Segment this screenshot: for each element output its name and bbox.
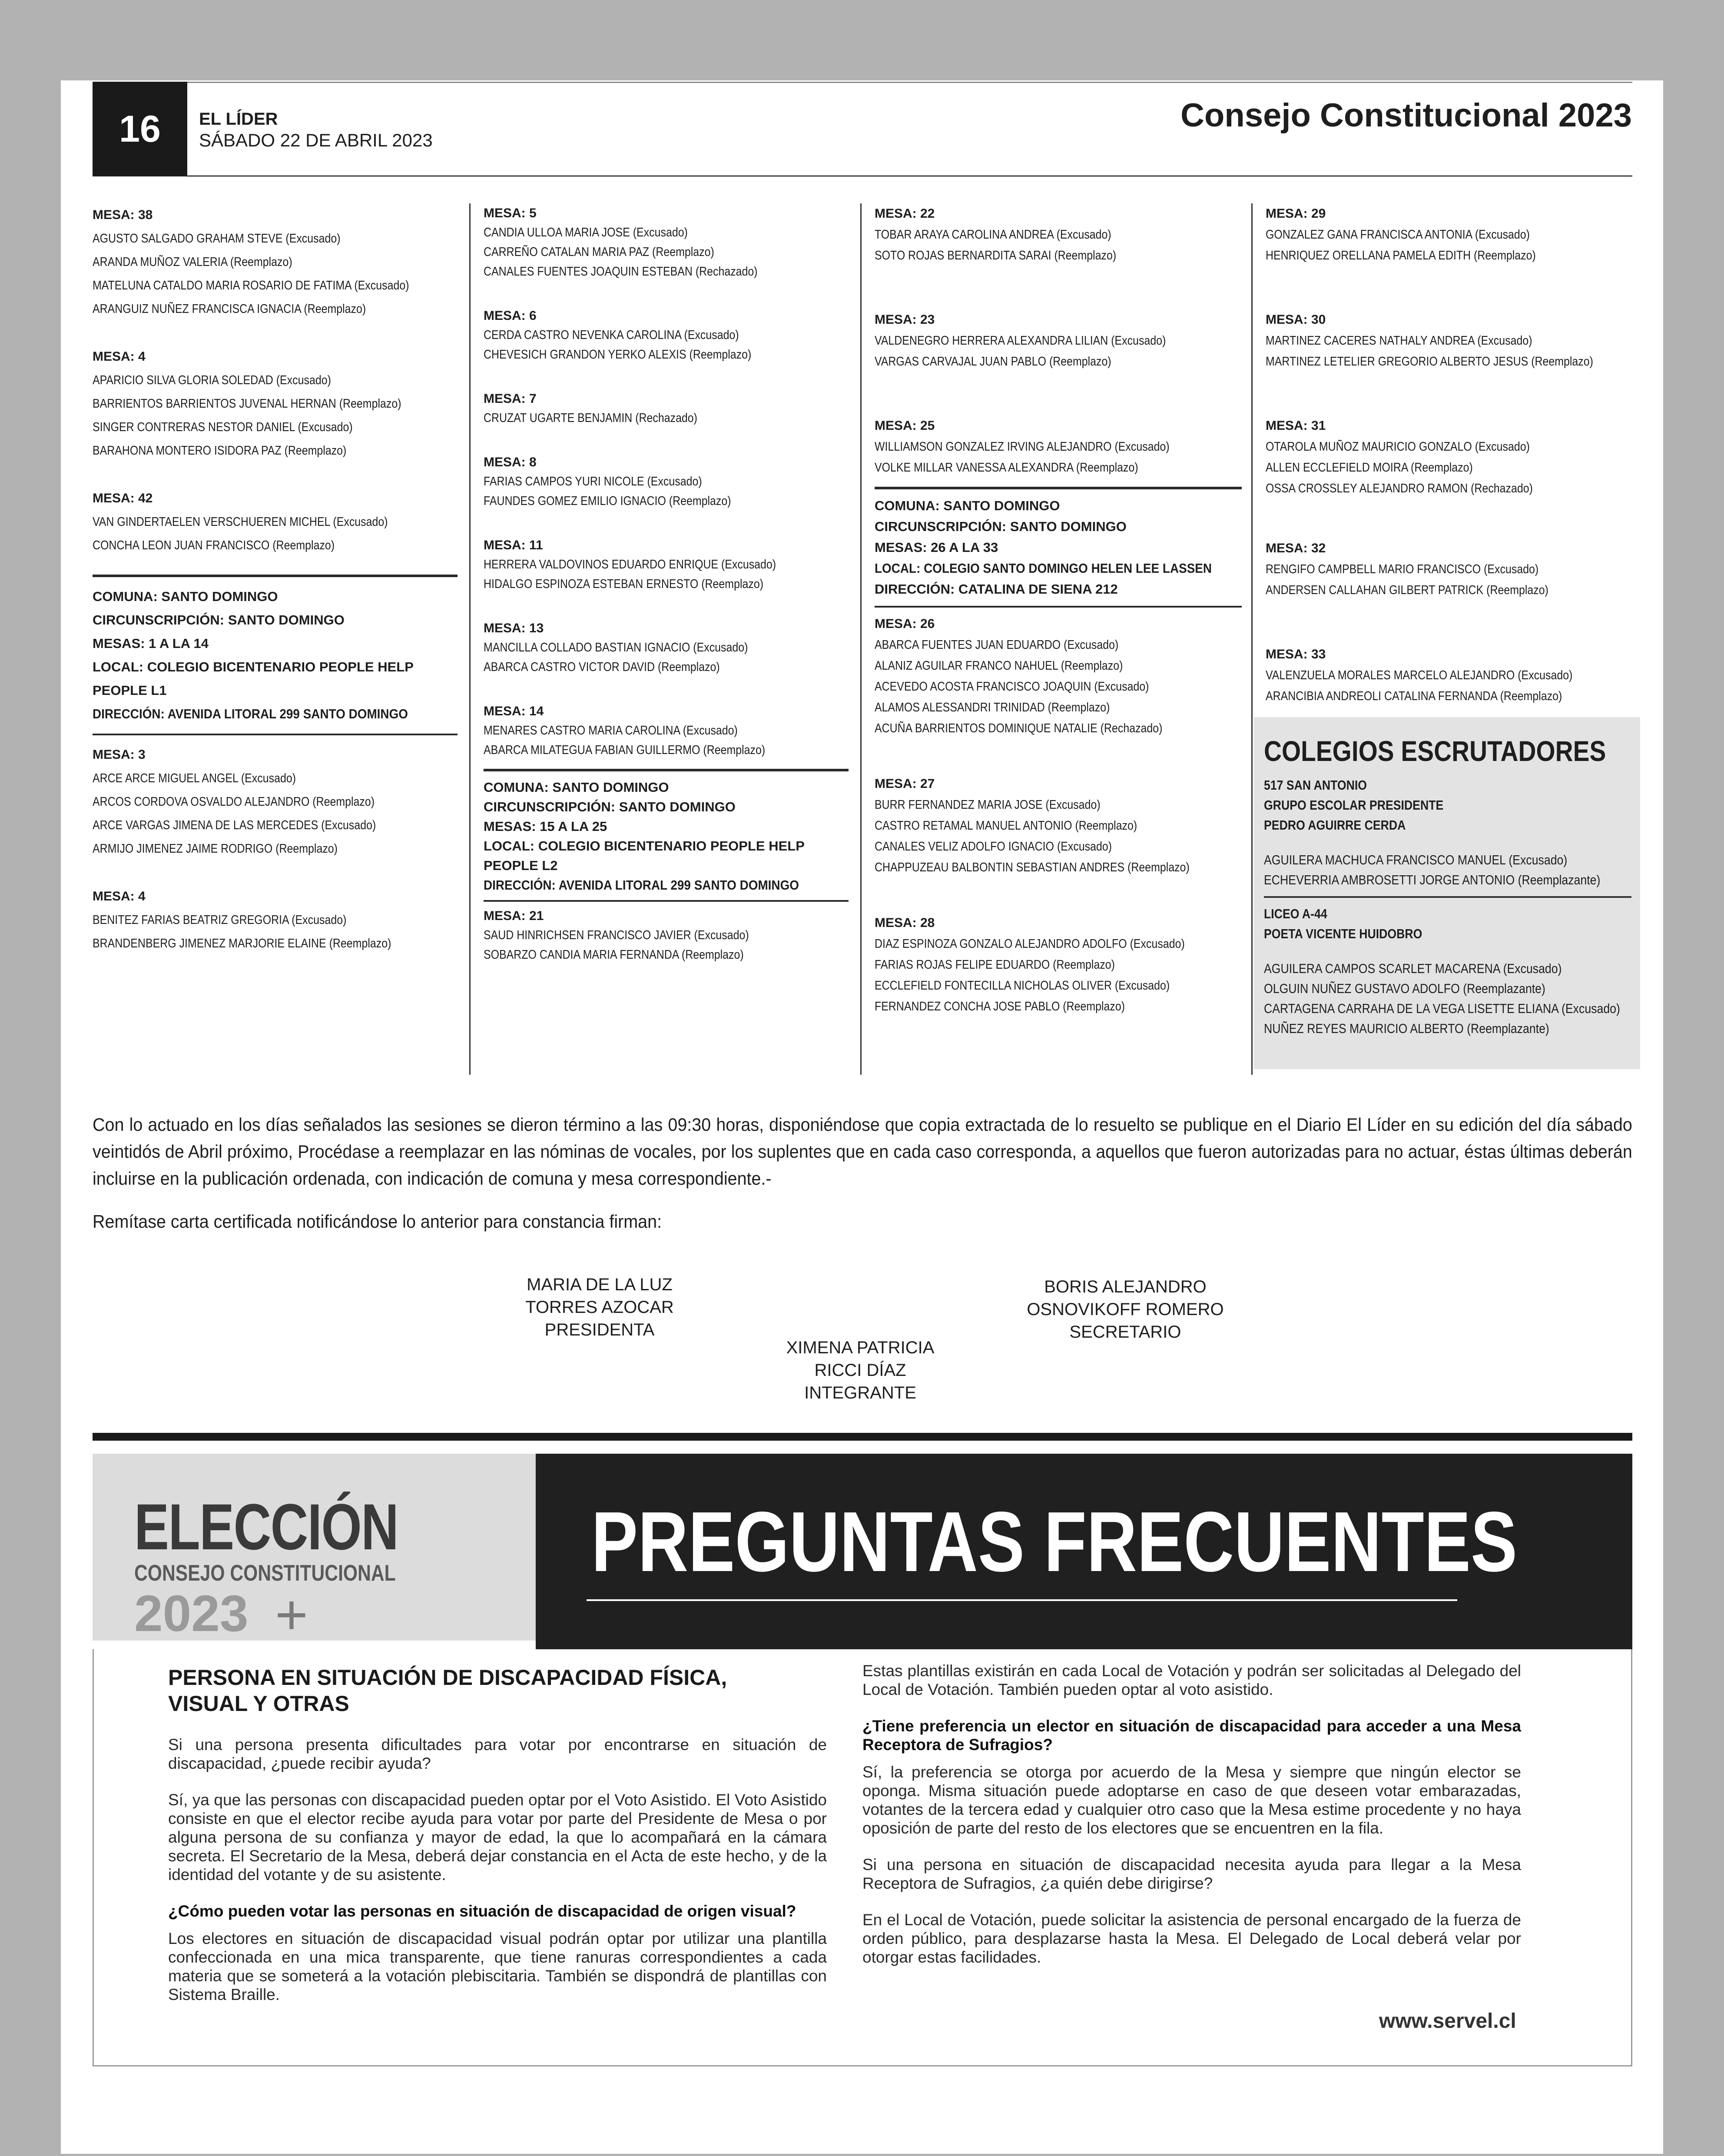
entry: ABARCA MILATEGUA FABIAN GUILLERMO (Reemplazo): [484, 743, 766, 757]
entry: BARAHONA MONTERO ISIDORA PAZ (Reemplazo): [93, 444, 347, 458]
mesa-block: [484, 906, 849, 965]
entry: MENARES CASTRO MARIA CAROLINA (Excusado): [484, 724, 738, 737]
signature-line: SECRETARIO: [1069, 1322, 1181, 1342]
comuna-block: [484, 777, 849, 895]
section-rule: [93, 734, 458, 735]
eleccion-logo-year: 2023: [134, 1585, 249, 1642]
entry: VALDENEGRO HERRERA ALEXANDRA LILIAN (Excusado): [875, 334, 1166, 348]
faq-answer: En el Local de Votación, puede solicitar la asistencia de personal encargado de la fuerza de orden público, para desplazarse hasta la Mesa. El Delegado de Local deberá velar por otorgar estas facilidades.: [862, 1911, 1521, 1966]
mesa-label: MESA: 13: [484, 621, 544, 635]
entry: ACUÑA BARRIENTOS DOMINIQUE NATALIE (Rechazado): [875, 721, 1163, 735]
comuna-line: DIRECCIÓN: CATALINA DE SIENA 212: [875, 581, 1118, 597]
mesa-block: [1266, 644, 1639, 707]
column-4: [1266, 203, 1639, 731]
mesa-label: MESA: 5: [484, 206, 537, 220]
mesa-label: MESA: 42: [93, 491, 153, 505]
entry: BURR FERNANDEZ MARIA JOSE (Excusado): [875, 798, 1101, 812]
entry: FERNANDEZ CONCHA JOSE PABLO (Reemplazo): [875, 1000, 1125, 1013]
signature-line: INTEGRANTE: [804, 1383, 916, 1402]
entry: ABARCA CASTRO VICTOR DAVID (Reemplazo): [484, 660, 720, 674]
mesa-block: [875, 309, 1242, 372]
entry: CERDA CASTRO NEVENKA CAROLINA (Excusado): [484, 328, 739, 342]
comuna-line: LOCAL: COLEGIO BICENTENARIO PEOPLE HELP: [93, 659, 414, 674]
spacer: [1253, 944, 1640, 959]
plus-icon: +: [275, 1583, 308, 1646]
entry: MARTINEZ CACERES NATHALY ANDREA (Excusado): [1266, 334, 1532, 348]
mesa-block: [93, 885, 458, 955]
entry: FAUNDES GOMEZ EMILIO IGNACIO (Reemplazo): [484, 494, 731, 508]
faq-answer: Los electores en situación de discapacidad visual podrán optar por utilizar una plantilla confeccionada en una mica transparente, que tiene ranuras correspondientes a cada materia que se someterá a la votación plebiscitaria. También se dispondrá de plantillas con Sistema Braille.: [168, 1930, 827, 2003]
entry: AGUSTO SALGADO GRAHAM STEVE (Excusado): [93, 232, 341, 246]
entry: ARANGUIZ NUÑEZ FRANCISCA IGNACIA (Reemplazo): [93, 302, 366, 316]
entry: CARTAGENA CARRAHA DE LA VEGA LISETTE ELIANA (Excusado): [1264, 1001, 1620, 1016]
mesa-block: [875, 614, 1242, 739]
mesa-block: [484, 701, 849, 760]
comuna-line: COMUNA: SANTO DOMINGO: [484, 780, 669, 795]
mesa-label: MESA: 8: [484, 455, 537, 469]
faq-question-bold: ¿Cómo pueden votar las personas en situación de discapacidad de origen visual?: [168, 1902, 796, 1920]
mesa-block: [93, 487, 458, 557]
mesa-label: MESA: 14: [484, 704, 544, 718]
entry: SAUD HINRICHSEN FRANCISCO JAVIER (Excusado): [484, 928, 749, 942]
entry: ANDERSEN CALLAHAN GILBERT PATRICK (Reemplazo): [1266, 583, 1548, 597]
section-rule: [1264, 896, 1631, 898]
entry: RENGIFO CAMPBELL MARIO FRANCISCO (Excusado): [1266, 562, 1539, 576]
comuna-line: MESAS: 15 A LA 25: [484, 819, 607, 834]
section-thick-rule: [93, 1433, 1632, 1441]
mesa-block: [484, 535, 849, 594]
colegios-escrutadores-box: [1253, 717, 1640, 1069]
mesa-label: MESA: 29: [1266, 206, 1326, 221]
entry: ACEVEDO ACOSTA FRANCISCO JOAQUIN (Excusado): [875, 680, 1149, 694]
mesa-label: MESA: 7: [484, 392, 537, 406]
comuna-line: LOCAL: COLEGIO SANTO DOMINGO HELEN LEE LASSEN: [875, 561, 1212, 576]
column-divider: [1251, 203, 1253, 1075]
spacer: [1253, 835, 1640, 850]
entry: ARANCIBIA ANDREOLI CATALINA FERNANDA (Reemplazo): [1266, 689, 1562, 703]
faq-question: Si una persona en situación de discapacidad necesita ayuda para llegar a la Mesa Receptora de Sufragios, ¿a quién debe dirigirse?: [862, 1856, 1521, 1892]
mesa-block: [875, 415, 1242, 478]
eleccion-logo-subtitle: CONSEJO CONSTITUCIONAL: [134, 1561, 396, 1586]
section-title: Consejo Constitucional 2023: [1180, 97, 1632, 134]
section-rule: [484, 900, 849, 902]
entry: WILLIAMSON GONZALEZ IRVING ALEJANDRO (Excusado): [875, 440, 1170, 454]
entry: SOTO ROJAS BERNARDITA SARAI (Reemplazo): [875, 249, 1117, 262]
entry: ALAMOS ALESSANDRI TRINIDAD (Reemplazo): [875, 701, 1110, 714]
mesa-block: [1266, 309, 1639, 372]
colegio-name: PEDRO AGUIRRE CERDA: [1264, 817, 1406, 833]
mesa-label: MESA: 6: [484, 309, 537, 323]
mesa-block: [1266, 203, 1639, 266]
section-rule: [875, 606, 1242, 608]
mesa-label: MESA: 27: [875, 777, 935, 791]
entry: ABARCA FUENTES JUAN EDUARDO (Excusado): [875, 638, 1119, 652]
entry: BARRIENTOS BARRIENTOS JUVENAL HERNAN (Reemplazo): [93, 397, 401, 411]
signature-line: TORRES AZOCAR: [525, 1298, 674, 1317]
mesa-block: [484, 452, 849, 511]
mesa-block: [1266, 415, 1639, 499]
column-2: [484, 203, 849, 989]
mesa-label: MESA: 23: [875, 312, 935, 327]
section-rule: [875, 487, 1242, 489]
entry: CASTRO RETAMAL MANUEL ANTONIO (Reemplazo): [875, 819, 1137, 833]
entry: SINGER CONTRERAS NESTOR DANIEL (Excusado): [93, 420, 353, 434]
faq-title-line: PERSONA EN SITUACIÓN DE DISCAPACIDAD FÍSICA,: [168, 1665, 727, 1690]
faq-answer: Sí, la preferencia se otorga por acuerdo de la Mesa y siempre que ningún elector se oponga. Misma situación puede adoptarse en caso de que deseen votar embarazadas, votantes de la tercera edad y cualquier otro caso que la Mesa estime procedente y no haya oposición de parte del resto de los electores que se encuentren en la fila.: [862, 1763, 1521, 1837]
mesa-label: MESA: 4: [93, 349, 146, 364]
entry: CRUZAT UGARTE BENJAMIN (Rechazado): [484, 411, 697, 425]
closing-remark: Remítase carta certificada notificándose lo anterior para constancia firman:: [93, 1211, 662, 1232]
entry: SOBARZO CANDIA MARIA FERNANDA (Reemplazo): [484, 948, 744, 962]
comuna-block: [875, 495, 1242, 600]
comuna-line: CIRCUNSCRIPCIÓN: SANTO DOMINGO: [484, 799, 736, 814]
mesa-block: [484, 389, 849, 428]
mesa-label: MESA: 22: [875, 206, 935, 221]
comuna-line: CIRCUNSCRIPCIÓN: SANTO DOMINGO: [93, 612, 345, 628]
comuna-block: [93, 585, 458, 726]
entry: VALENZUELA MORALES MARCELO ALEJANDRO (Excusado): [1266, 668, 1573, 682]
mesa-block: [1266, 538, 1639, 601]
mesa-block: [484, 203, 849, 282]
mesa-label: MESA: 25: [875, 419, 935, 433]
entry: FARIAS CAMPOS YURI NICOLE (Excusado): [484, 475, 702, 488]
entry: BRANDENBERG JIMENEZ MARJORIE ELAINE (Reemplazo): [93, 937, 391, 950]
entry: ARCOS CORDOVA OSVALDO ALEJANDRO (Reemplazo): [93, 795, 375, 809]
mesa-label: MESA: 11: [484, 538, 543, 552]
mesa-label: MESA: 32: [1266, 541, 1326, 555]
mesa-block: [875, 203, 1242, 266]
mesa-block: [484, 618, 849, 677]
entry: ECCLEFIELD FONTECILLA NICHOLAS OLIVER (Excusado): [875, 979, 1170, 993]
eleccion-logo-title: ELECCIÓN: [134, 1490, 398, 1563]
faq-title-line: VISUAL Y OTRAS: [168, 1691, 349, 1716]
faq-answer: Sí, ya que las personas con discapacidad pueden optar por el Voto Asistido. El Voto Asistido consiste en que el elector recibe ayuda para votar por parte del Presidente de Mesa o por alguna persona de su confianza y mayor de edad, la que lo acompañará en la cámara secreta. El Secretario de la Mesa, deberá dejar constancia en el Acta de este hecho, y de la identidad del votante y de su asistente.: [168, 1791, 827, 1884]
entry: MATELUNA CATALDO MARIA ROSARIO DE FATIMA (Excusado): [93, 279, 409, 292]
signature-line: PRESIDENTA: [544, 1320, 655, 1339]
mesa-label: MESA: 26: [875, 617, 935, 631]
colegio-name: LICEO A-44: [1264, 906, 1327, 921]
comuna-line: COMUNA: SANTO DOMINGO: [93, 589, 278, 604]
mesa-label: MESA: 30: [1266, 312, 1326, 327]
entry: CHEVESICH GRANDON YERKO ALEXIS (Reemplazo): [484, 348, 752, 362]
mesa-label: MESA: 3: [93, 747, 146, 762]
colegio-name: GRUPO ESCOLAR PRESIDENTE: [1264, 797, 1444, 813]
faq-banner-title: PREGUNTAS FRECUENTES: [591, 1494, 1518, 1589]
entry: MANCILLA COLLADO BASTIAN IGNACIO (Excusado): [484, 641, 748, 654]
faq-question-bold: ¿Tiene preferencia un elector en situación de discapacidad para acceder a una Mesa Receptora de Sufragios?: [862, 1717, 1521, 1754]
entry: ALANIZ AGUILAR FRANCO NAHUEL (Reemplazo): [875, 659, 1123, 673]
signature-line: OSNOVIKOFF ROMERO: [1027, 1300, 1224, 1319]
entry: AGUILERA CAMPOS SCARLET MACARENA (Excusado): [1264, 961, 1562, 976]
entry: OLGUIN NUÑEZ GUSTAVO ADOLFO (Reemplazante): [1264, 981, 1545, 996]
entry: HENRIQUEZ ORELLANA PAMELA EDITH (Reemplazo): [1266, 249, 1536, 262]
mesa-label: MESA: 21: [484, 909, 544, 923]
entry: ALLEN ECCLEFIELD MOIRA (Reemplazo): [1266, 461, 1473, 475]
closing-paragraph: Con lo actuado en los días señalados las sesiones se dieron término a las 09:30 horas, disponiéndose que copia extractada de lo resuelto se publique en el Diario El Líder en su edición del día sábado veintidós de Abril próximo, Procédase a reemplazar en las nóminas de vocales, por los suplentes que en cada caso corresponda, a aquellos que fueron autorizadas para no actuar, éstas últimas deberán incluirse en la publicación ordenada, con indicación de comuna y mesa correspondiente.-: [93, 1114, 1632, 1189]
mesa-block: [484, 306, 849, 365]
mesa-block: [93, 345, 458, 462]
comuna-line: PEOPLE L2: [484, 858, 558, 873]
entry: CONCHA LEON JUAN FRANCISCO (Reemplazo): [93, 538, 335, 552]
page-number: 16: [93, 82, 187, 176]
entry: ARMIJO JIMENEZ JAIME RODRIGO (Reemplazo): [93, 842, 338, 856]
comuna-line: DIRECCIÓN: AVENIDA LITORAL 299 SANTO DOMINGO: [93, 706, 408, 721]
entry: ARCE VARGAS JIMENA DE LAS MERCEDES (Excusado): [93, 818, 376, 832]
section-rule: [484, 769, 849, 771]
faq-banner: [536, 1454, 1632, 1649]
entry: DIAZ ESPINOZA GONZALO ALEJANDRO ADOLFO (Excusado): [875, 937, 1185, 951]
mesa-block: [93, 743, 458, 860]
entry: VAN GINDERTAELEN VERSCHUEREN MICHEL (Excusado): [93, 515, 388, 529]
faq-answer: Estas plantillas existirán en cada Local de Votación y podrán ser solicitadas al Delegado del Local de Votación. También pueden optar al voto asistido.: [862, 1662, 1521, 1698]
mesa-label: MESA: 31: [1266, 419, 1326, 433]
entry: MARTINEZ LETELIER GREGORIO ALBERTO JESUS (Reemplazo): [1266, 355, 1593, 369]
column-divider: [469, 203, 471, 1075]
faq-section-title: [168, 1664, 727, 1717]
comuna-line: CIRCUNSCRIPCIÓN: SANTO DOMINGO: [875, 519, 1127, 534]
mesa-label: MESA: 38: [93, 208, 153, 222]
section-rule: [93, 575, 458, 577]
entry: ARCE ARCE MIGUEL ANGEL (Excusado): [93, 771, 296, 785]
newspaper-date: SÁBADO 22 DE ABRIL 2023: [199, 130, 433, 150]
signature-line: MARIA DE LA LUZ: [527, 1275, 673, 1294]
entry: CANDIA ULLOA MARIA JOSE (Excusado): [484, 226, 688, 239]
faq-banner-underline: [587, 1599, 1457, 1601]
colegio-name: POETA VICENTE HUIDOBRO: [1264, 926, 1422, 941]
entry: VARGAS CARVAJAL JUAN PABLO (Reemplazo): [875, 355, 1111, 369]
comuna-line: LOCAL: COLEGIO BICENTENARIO PEOPLE HELP: [484, 838, 805, 854]
entry: AGUILERA MACHUCA FRANCISCO MANUEL (Excusado): [1264, 852, 1568, 867]
comuna-line: COMUNA: SANTO DOMINGO: [875, 498, 1060, 513]
comuna-line: MESAS: 26 A LA 33: [875, 540, 998, 555]
entry: HIDALGO ESPINOZA ESTEBAN ERNESTO (Reemplazo): [484, 577, 764, 591]
comuna-line: DIRECCIÓN: AVENIDA LITORAL 299 SANTO DOMINGO: [484, 877, 799, 893]
entry: CHAPPUZEAU BALBONTIN SEBASTIAN ANDRES (Reemplazo): [875, 860, 1190, 874]
entry: CARREÑO CATALAN MARIA PAZ (Reemplazo): [484, 245, 714, 259]
mesa-block: [875, 774, 1242, 878]
signature-integrante: [756, 1336, 965, 1404]
comuna-line: PEOPLE L1: [93, 683, 167, 698]
signature-secretario: [1017, 1276, 1234, 1343]
entry: CANALES FUENTES JOAQUIN ESTEBAN (Rechazado): [484, 265, 758, 279]
entry: OSSA CROSSLEY ALEJANDRO RAMON (Rechazado): [1266, 482, 1533, 495]
faq-question: Si una persona presenta dificultades para votar por encontrarse en situación de discapacidad, ¿puede recibir ayuda?: [168, 1736, 827, 1772]
entry: APARICIO SILVA GLORIA SOLEDAD (Excusado): [93, 373, 331, 387]
entry: GONZALEZ GANA FRANCISCA ANTONIA (Excusado): [1266, 228, 1530, 242]
mesa-block: [875, 913, 1242, 1017]
mesa-block: [93, 203, 458, 321]
mesa-label: MESA: 28: [875, 916, 935, 930]
entry: HERRERA VALDOVINOS EDUARDO ENRIQUE (Excusado): [484, 558, 776, 571]
column-divider: [860, 203, 862, 1075]
faq-right-column: [862, 1661, 1521, 1984]
column-3: [875, 203, 1242, 1041]
entry: CANALES VELIZ ADOLFO IGNACIO (Excusado): [875, 840, 1112, 854]
colegios-title: COLEGIOS ESCRUTADORES: [1264, 735, 1606, 767]
signature-line: RICCI DÍAZ: [814, 1361, 906, 1380]
comuna-line: MESAS: 1 A LA 14: [93, 636, 209, 651]
entry: ECHEVERRIA AMBROSETTI JORGE ANTONIO (Reemplazante): [1264, 872, 1601, 887]
signature-presidenta: [495, 1273, 704, 1341]
colegio-name: 517 SAN ANTONIO: [1264, 777, 1367, 793]
signature-line: XIMENA PATRICIA: [786, 1338, 935, 1357]
header-bottom-rule: [187, 175, 1632, 177]
newspaper-name: EL LÍDER: [199, 110, 278, 129]
faq-left-column: [168, 1735, 827, 2022]
signature-line: BORIS ALEJANDRO: [1044, 1277, 1207, 1296]
eleccion-logo: [93, 1454, 536, 1646]
entry: OTAROLA MUÑOZ MAURICIO GONZALO (Excusado): [1266, 440, 1530, 454]
column-1: [93, 203, 458, 980]
entry: TOBAR ARAYA CAROLINA ANDREA (Excusado): [875, 228, 1111, 242]
servel-website: www.servel.cl: [1379, 2010, 1516, 2033]
mesa-label: MESA: 4: [93, 889, 146, 904]
entry: VOLKE MILLAR VANESSA ALEXANDRA (Reemplazo): [875, 461, 1138, 475]
mesa-label: MESA: 33: [1266, 647, 1326, 661]
entry: FARIAS ROJAS FELIPE EDUARDO (Reemplazo): [875, 958, 1115, 972]
entry: ARANDA MUÑOZ VALERIA (Reemplazo): [93, 255, 292, 269]
entry: NUÑEZ REYES MAURICIO ALBERTO (Reemplazante): [1264, 1021, 1549, 1036]
header-top-rule: [93, 82, 1632, 83]
entry: BENITEZ FARIAS BEATRIZ GREGORIA (Excusado): [93, 913, 347, 927]
